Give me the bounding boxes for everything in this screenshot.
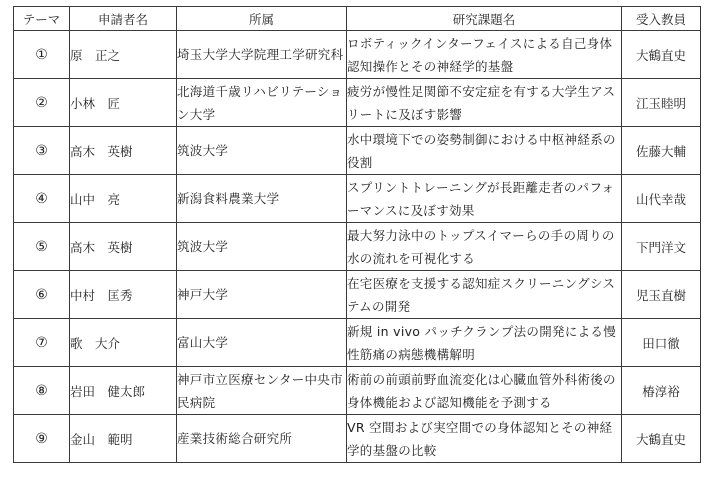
table-row [14, 79, 701, 127]
theme-number: ⑨ [14, 415, 70, 463]
header-row [14, 7, 701, 31]
header-theme: テーマ [14, 7, 70, 31]
affiliation: 埼玉大学大学院理工学研究科 [177, 31, 347, 79]
theme-number: ⑥ [14, 271, 70, 319]
theme-number: ④ [14, 175, 70, 223]
host-professor: 江玉睦明 [622, 79, 701, 127]
research-title: スプリントトレーニングが長距離走者のパフォーマンスに及ぼす効果 [347, 175, 622, 223]
theme-number: ⑦ [14, 319, 70, 367]
host-professor: 児玉直樹 [622, 271, 701, 319]
header-applicant: 申請者名 [70, 7, 177, 31]
table-header [14, 7, 701, 31]
research-themes-table [13, 6, 701, 463]
host-professor: 大鶴直史 [622, 415, 701, 463]
host-professor: 田口徹 [622, 319, 701, 367]
host-professor: 下門洋文 [622, 223, 701, 271]
affiliation: 産業技術総合研究所 [177, 415, 347, 463]
affiliation: 筑波大学 [177, 223, 347, 271]
theme-number: ② [14, 79, 70, 127]
research-title: 新規 in vivo パッチクランプ法の開発による慢性筋痛の病態機構解明 [347, 319, 622, 367]
affiliation: 新潟食料農業大学 [177, 175, 347, 223]
header-host-professor: 受入教員 [622, 7, 701, 31]
affiliation: 筑波大学 [177, 127, 347, 175]
header-research-title: 研究課題名 [347, 7, 622, 31]
table-row [14, 271, 701, 319]
applicant-name: 山中 亮 [70, 175, 177, 223]
applicant-name: 原 正之 [70, 31, 177, 79]
applicant-name: 中村 匡秀 [70, 271, 177, 319]
applicant-name: 高木 英樹 [70, 223, 177, 271]
host-professor: 山代幸哉 [622, 175, 701, 223]
applicant-name: 小林 匠 [70, 79, 177, 127]
affiliation: 神戸大学 [177, 271, 347, 319]
theme-number: ⑤ [14, 223, 70, 271]
table-row [14, 367, 701, 415]
applicant-name: 高木 英樹 [70, 127, 177, 175]
applicant-name: 岩田 健太郎 [70, 367, 177, 415]
theme-number: ③ [14, 127, 70, 175]
table-row [14, 415, 701, 463]
host-professor: 椿淳裕 [622, 367, 701, 415]
table-row [14, 223, 701, 271]
research-title: VR 空間および実空間での身体認知とその神経学的基盤の比較 [347, 415, 622, 463]
table-row [14, 127, 701, 175]
research-title: 最大努力泳中のトップスイマーらの手の周りの水の流れを可視化する [347, 223, 622, 271]
table-body [14, 31, 701, 463]
research-title: 術前の前頭前野血流変化は心臓血管外科術後の身体機能および認知機能を予測する [347, 367, 622, 415]
research-title: 在宅医療を支援する認知症スクリーニングシステムの開発 [347, 271, 622, 319]
table-row [14, 175, 701, 223]
table-row [14, 31, 701, 79]
research-title: 疲労が慢性足関節不安定症を有する大学生アスリートに及ぼす影響 [347, 79, 622, 127]
host-professor: 大鶴直史 [622, 31, 701, 79]
table-row [14, 319, 701, 367]
applicant-name: 歌 大介 [70, 319, 177, 367]
research-title: ロボティックインターフェイスによる自己身体認知操作とその神経学的基盤 [347, 31, 622, 79]
applicant-name: 金山 範明 [70, 415, 177, 463]
affiliation: 神戸市立医療センター中央市民病院 [177, 367, 347, 415]
affiliation: 富山大学 [177, 319, 347, 367]
theme-number: ⑧ [14, 367, 70, 415]
affiliation: 北海道千歳リハビリテーション大学 [177, 79, 347, 127]
host-professor: 佐藤大輔 [622, 127, 701, 175]
theme-number: ① [14, 31, 70, 79]
header-affiliation: 所属 [177, 7, 347, 31]
research-title: 水中環境下での姿勢制御における中枢神経系の役割 [347, 127, 622, 175]
